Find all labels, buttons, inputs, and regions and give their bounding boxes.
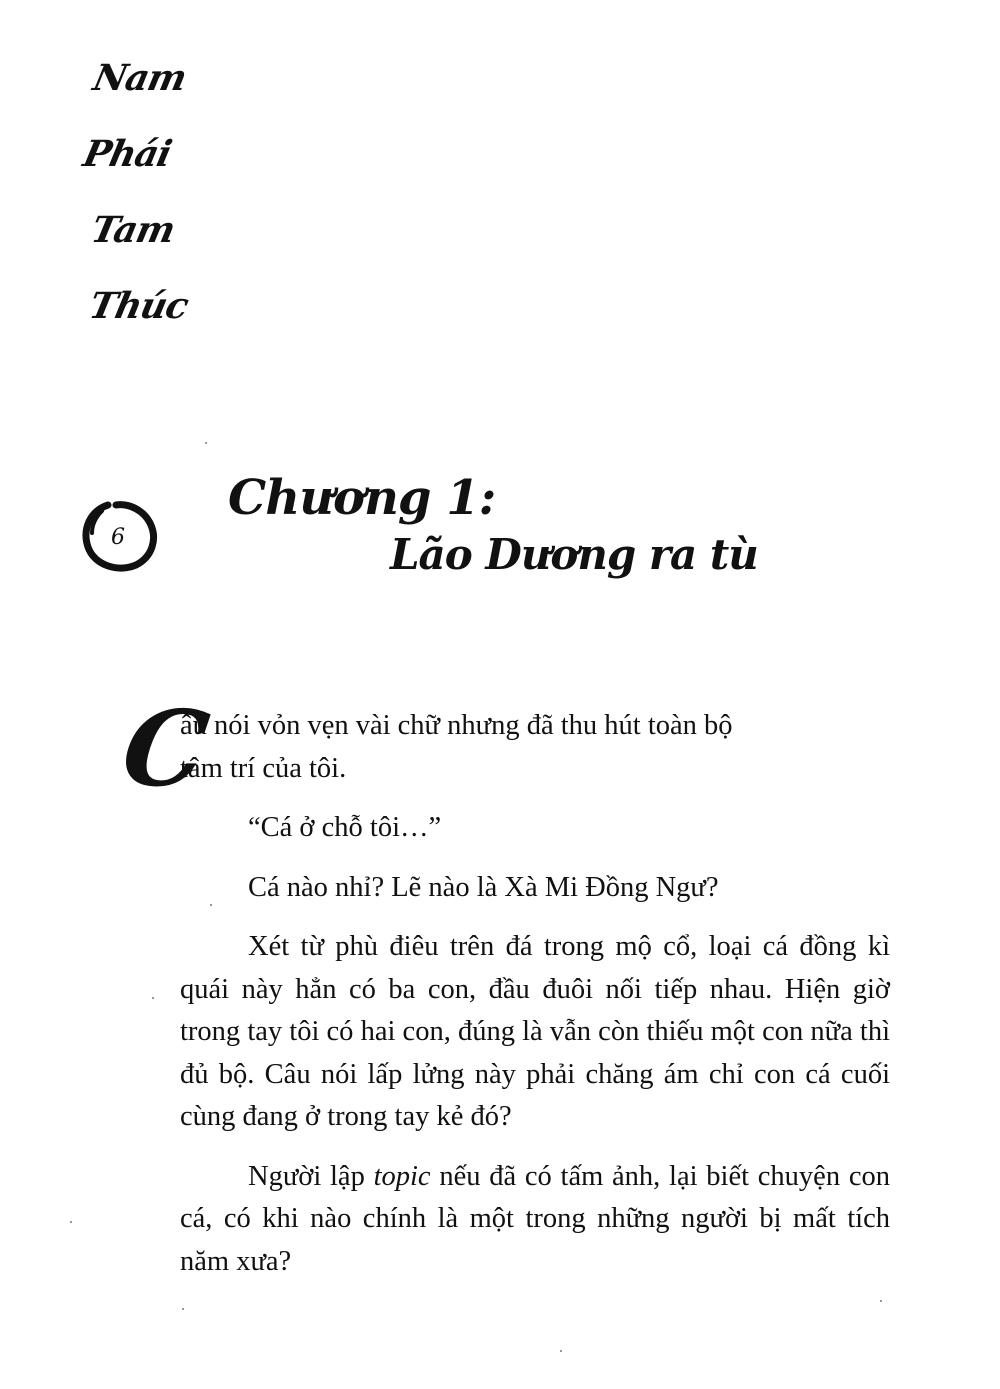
- paragraph-5-italic: topic: [373, 1160, 431, 1192]
- chapter-label: Chương 1:: [228, 470, 496, 526]
- paragraph-1-line-2: tâm trí của tôi.: [180, 752, 347, 784]
- series-title-word-2: Phái: [79, 133, 175, 175]
- paragraph-1-line-1: âu nói vỏn vẹn vài chữ nhưng đã thu hút toàn bộ: [180, 710, 733, 741]
- paragraph-5-after: nếu đã có tấm ảnh, lại biết chuyện con cá, có khi nào chính là một trong những người bị mất tích năm xưa?: [180, 1160, 890, 1277]
- series-title-word-3: Tam: [87, 209, 179, 251]
- page-number: 6: [111, 525, 125, 550]
- series-title: [79, 57, 192, 364]
- paragraph-1: [115, 687, 890, 810]
- series-title-word-1: Nam: [89, 57, 190, 99]
- body-text: [115, 687, 890, 1300]
- drop-cap: C: [115, 687, 216, 810]
- paragraph-5-before: Người lập: [248, 1160, 374, 1192]
- paragraph-4: Xét từ phù điêu trên đá trong mộ cổ, loại cá đồng kì quái này hẳn có ba con, đầu đuôi nối tiếp nhau. Hiện giờ trong tay tôi có hai con, đúng là vẫn còn thiếu một con nữa thì đủ bộ. Câu nói lấp lửng này phải chăng ám chỉ con cá cuối cùng đang ở trong tay kẻ đó?: [180, 931, 890, 1132]
- series-title-word-4: Thúc: [85, 285, 192, 327]
- paragraph-2: “Cá ở chỗ tôi…”: [248, 812, 442, 843]
- paragraph-3: Cá nào nhỉ? Lẽ nào là Xà Mi Đồng Ngư?: [248, 871, 719, 903]
- page-number-badge: [78, 495, 162, 579]
- chapter-title: Lão Dương ra tù: [390, 530, 758, 579]
- paragraph-5: [180, 1156, 890, 1284]
